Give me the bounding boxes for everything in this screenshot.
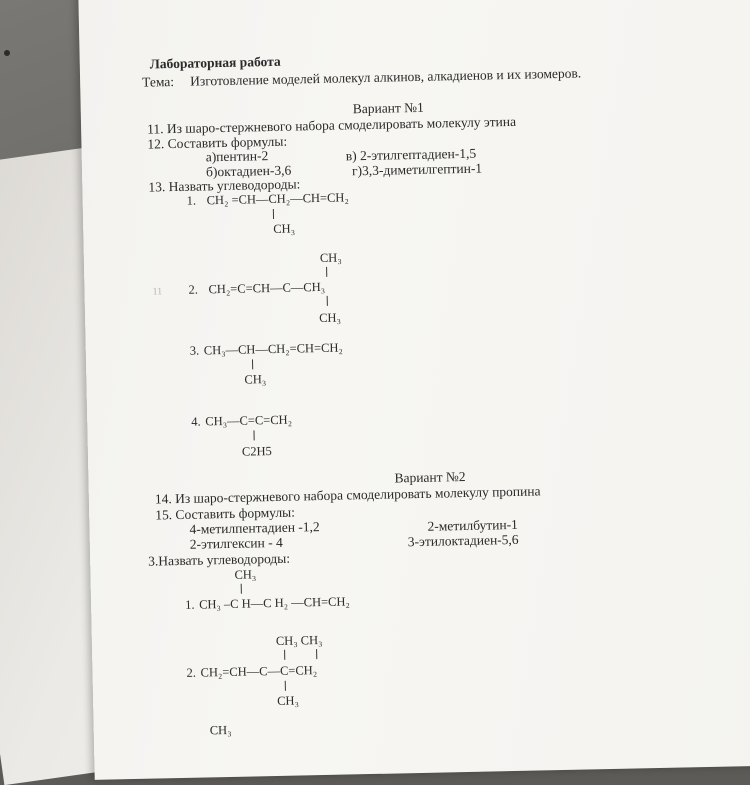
topic-label: Тема: [141, 74, 175, 90]
task-13: 13. Назвать углеводороды: [148, 176, 301, 195]
v1-struct4-chain: CH₃—C=C=CH₂ [205, 412, 293, 429]
v2-struct2-bond-top-right [316, 649, 317, 659]
document-title: Лабораторная работа [149, 53, 281, 72]
task-15: 15. Составить формулы: [155, 504, 296, 523]
variant2-heading: Вариант №2 [394, 468, 466, 486]
faint-mark: 11 [152, 286, 163, 298]
v1-struct2-top: CH₃ [319, 250, 342, 265]
formula-b: б)октадиен-3,6 [205, 162, 292, 180]
formula-v2-4: 3-этилоктадиен-5,6 [407, 531, 519, 550]
formula-v2-3: 2-этилгексин - 4 [189, 534, 283, 552]
v1-struct1-branch: CH₃ [273, 221, 296, 236]
worksheet [78, 0, 750, 780]
v2-struct1-number: 1. [184, 597, 195, 612]
formula-v2-1: 4-метилпентадиен -1,2 [189, 519, 320, 537]
v1-struct2-chain: CH₂=C=CH—C—CH₃ [208, 279, 326, 297]
v2-struct2-chain: CH₂=CH—C—C=CH₂ [200, 663, 318, 680]
formula-v2-2: 2-метилбутин-1 [427, 516, 518, 534]
task-3: 3.Назвать углеводороды: [148, 550, 291, 569]
v2-struct2-number: 2. [186, 665, 197, 680]
v1-struct2-number: 2. [188, 282, 199, 297]
formula-v: в) 2-этилгептадиен-1,5 [345, 145, 477, 164]
formula-g: г)3,3-диметилгептин-1 [351, 160, 483, 179]
v2-struct2-bottom: CH₃ [276, 693, 300, 708]
v1-struct2-bond-bottom [327, 296, 328, 306]
pin-mark [4, 50, 10, 56]
v2-struct2-bond-bottom [285, 681, 286, 691]
v2-struct1-bond [241, 584, 242, 594]
v1-struct2-bond-top [326, 267, 327, 277]
v1-struct4-number: 4. [191, 414, 201, 429]
v2-struct3-top: CH₃ [209, 722, 232, 738]
variant1-heading: Вариант №1 [352, 99, 424, 117]
v1-struct1-bond [273, 209, 274, 219]
v2-struct2-bond-top-left [284, 650, 285, 660]
v1-struct3-branch: CH₃ [244, 372, 267, 387]
formula-a: а)пентин-2 [205, 148, 269, 165]
v1-struct4-bond [253, 430, 254, 440]
v1-struct2-bottom: CH₃ [318, 310, 342, 326]
v2-struct2-top: CH₃ CH₃ [275, 633, 323, 648]
task-14: 14. Из шаро-стержневого набора смоделировать молекулу пропина [154, 483, 541, 507]
v1-struct4-branch: C2H5 [241, 444, 272, 459]
topic-text: Изготовление моделей молекул алкинов, алкадиенов и их изомеров. [189, 65, 582, 89]
v1-struct1-number: 1. [186, 193, 197, 208]
v1-struct3-number: 3. [189, 343, 200, 358]
task-12: 12. Составить формулы: [147, 133, 288, 152]
task-11: 11. Из шаро-стержневого набора смоделировать молекулу этина [146, 113, 517, 137]
v2-struct1-top: CH₃ [234, 567, 257, 582]
v1-struct3-bond [252, 359, 253, 369]
v1-struct1-chain: CH₂ =CH—CH₂—CH=CH₂ [206, 190, 349, 208]
v2-struct1-chain: CH₃ –C H—C H₂ —CH=CH₂ [198, 594, 350, 612]
v1-struct3-chain: CH₃—CH—CH₂=CH=CH₂ [203, 340, 343, 358]
